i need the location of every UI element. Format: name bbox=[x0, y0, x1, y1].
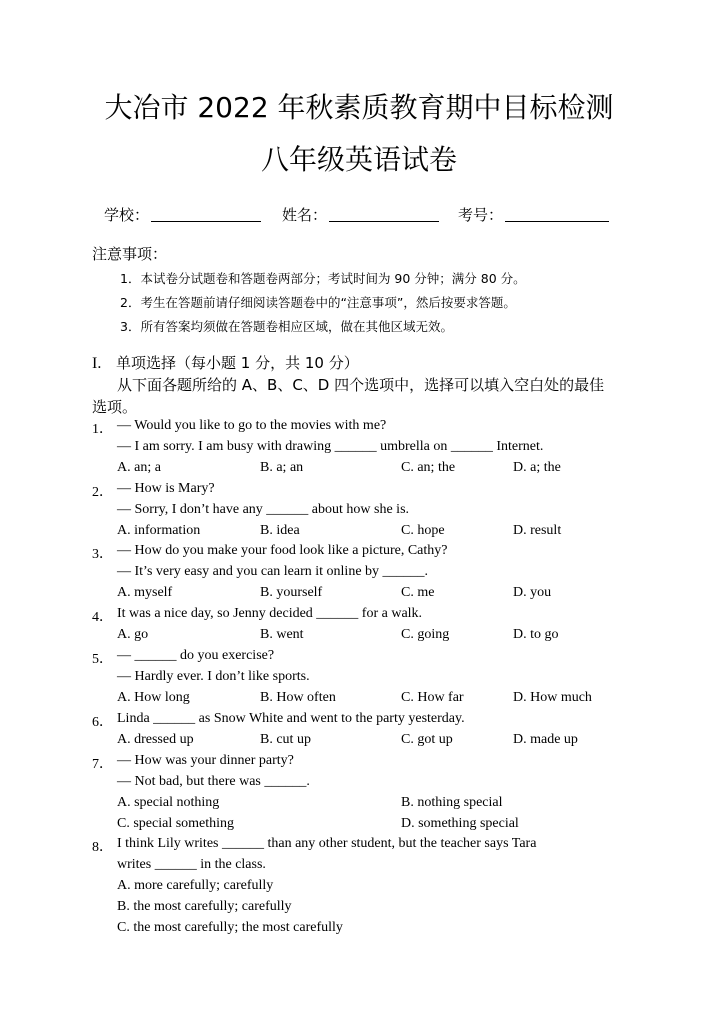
name-blank[interactable] bbox=[329, 207, 439, 222]
question-text: — I am sorry. I am busy with drawing ______ umbrella on ______ Internet. bbox=[117, 439, 544, 454]
question-text: — Sorry, I don’t have any ______ about how she is. bbox=[117, 502, 410, 517]
option-c[interactable]: C. got up bbox=[401, 732, 453, 747]
option-a[interactable]: A. go bbox=[117, 627, 149, 642]
option-c[interactable]: C. the most carefully; the most carefully bbox=[117, 920, 343, 935]
notice-item: 2．考生在答题前请仔细阅读答题卷中的“注意事项”，然后按要求答题。 bbox=[120, 295, 516, 310]
option-d[interactable]: D. you bbox=[513, 585, 552, 600]
option-d[interactable]: D. made up bbox=[513, 732, 578, 747]
question-text: It was a nice day, so Jenny decided ______ for a walk. bbox=[117, 606, 423, 621]
question-number: 2． bbox=[92, 485, 113, 500]
exam-subtitle: 八年级英语试卷 bbox=[260, 143, 457, 176]
question-text: Linda ______ as Snow White and went to the party yesterday. bbox=[117, 711, 465, 726]
question-text: I think Lily writes ______ than any other student, but the teacher says Tara bbox=[117, 836, 537, 851]
option-d[interactable]: D. result bbox=[513, 523, 562, 538]
exam-title: 大冶市 2022 年秋素质教育期中目标检测 bbox=[104, 91, 614, 124]
notice-item: 3．所有答案均须做在答题卷相应区域，做在其他区域无效。 bbox=[120, 319, 453, 334]
option-d[interactable]: D. something special bbox=[401, 816, 519, 831]
question-number: 6． bbox=[92, 715, 113, 730]
option-c[interactable]: C. hope bbox=[401, 523, 445, 538]
question-number: 4． bbox=[92, 610, 113, 625]
option-a[interactable]: A. information bbox=[117, 523, 201, 538]
section-instructions: 从下面各题所给的 A、B、C、D 四个选项中，选择可以填入空白处的最佳 bbox=[117, 376, 605, 394]
question-number: 3． bbox=[92, 547, 113, 562]
section-title: 单项选择（每小题 1 分，共 10 分） bbox=[116, 354, 359, 372]
option-a[interactable]: A. an; a bbox=[117, 460, 161, 475]
number-label: 考号： bbox=[458, 206, 504, 224]
option-a[interactable]: A. How long bbox=[117, 690, 190, 705]
question-number: 7． bbox=[92, 757, 113, 772]
option-d[interactable]: D. How much bbox=[513, 690, 592, 705]
option-b[interactable]: B. nothing special bbox=[401, 795, 503, 810]
option-b[interactable]: B. yourself bbox=[260, 585, 323, 600]
question-number: 8． bbox=[92, 840, 113, 855]
option-a[interactable]: A. special nothing bbox=[117, 795, 220, 810]
option-b[interactable]: B. a; an bbox=[260, 460, 304, 475]
option-c[interactable]: C. an; the bbox=[401, 460, 456, 475]
question-number: 5． bbox=[92, 652, 113, 667]
option-c[interactable]: C. me bbox=[401, 585, 435, 600]
number-blank[interactable] bbox=[505, 207, 609, 222]
option-a[interactable]: A. more carefully; carefully bbox=[117, 878, 274, 893]
question-text: writes ______ in the class. bbox=[117, 857, 266, 872]
option-a[interactable]: A. myself bbox=[117, 585, 173, 600]
notice-heading: 注意事项： bbox=[92, 245, 168, 263]
option-c[interactable]: C. going bbox=[401, 627, 450, 642]
school-blank[interactable] bbox=[151, 207, 261, 222]
question-text: — How do you make your food look like a picture, Cathy? bbox=[117, 543, 448, 558]
question-number: 1． bbox=[92, 422, 113, 437]
name-field[interactable] bbox=[282, 204, 439, 225]
question-text: — How was your dinner party? bbox=[117, 753, 294, 768]
notice-item: 1．本试卷分试题卷和答题卷两部分；考试时间为 90 分钟；满分 80 分。 bbox=[120, 271, 526, 286]
section-instructions-cont: 选项。 bbox=[92, 398, 138, 416]
question-text: — Not bad, but there was ______. bbox=[117, 774, 310, 789]
question-text: — ______ do you exercise? bbox=[117, 648, 275, 663]
option-d[interactable]: D. a; the bbox=[513, 460, 561, 475]
school-label: 学校： bbox=[104, 206, 150, 224]
option-b[interactable]: B. went bbox=[260, 627, 304, 642]
option-c[interactable]: C. How far bbox=[401, 690, 464, 705]
number-field[interactable] bbox=[458, 204, 609, 225]
question-text: — It’s very easy and you can learn it online by ______. bbox=[117, 564, 429, 579]
section-number: I. bbox=[92, 355, 102, 372]
option-b[interactable]: B. idea bbox=[260, 523, 300, 538]
name-label: 姓名： bbox=[282, 206, 328, 224]
section-heading bbox=[92, 352, 359, 373]
option-b[interactable]: B. the most carefully; carefully bbox=[117, 899, 292, 914]
option-d[interactable]: D. to go bbox=[513, 627, 559, 642]
option-b[interactable]: B. How often bbox=[260, 690, 336, 705]
school-field[interactable] bbox=[104, 204, 261, 225]
question-text: — How is Mary? bbox=[117, 481, 215, 496]
option-b[interactable]: B. cut up bbox=[260, 732, 311, 747]
question-text: — Hardly ever. I don’t like sports. bbox=[117, 669, 310, 684]
option-a[interactable]: A. dressed up bbox=[117, 732, 194, 747]
question-text: — Would you like to go to the movies with me? bbox=[117, 418, 387, 433]
option-c[interactable]: C. special something bbox=[117, 816, 235, 831]
